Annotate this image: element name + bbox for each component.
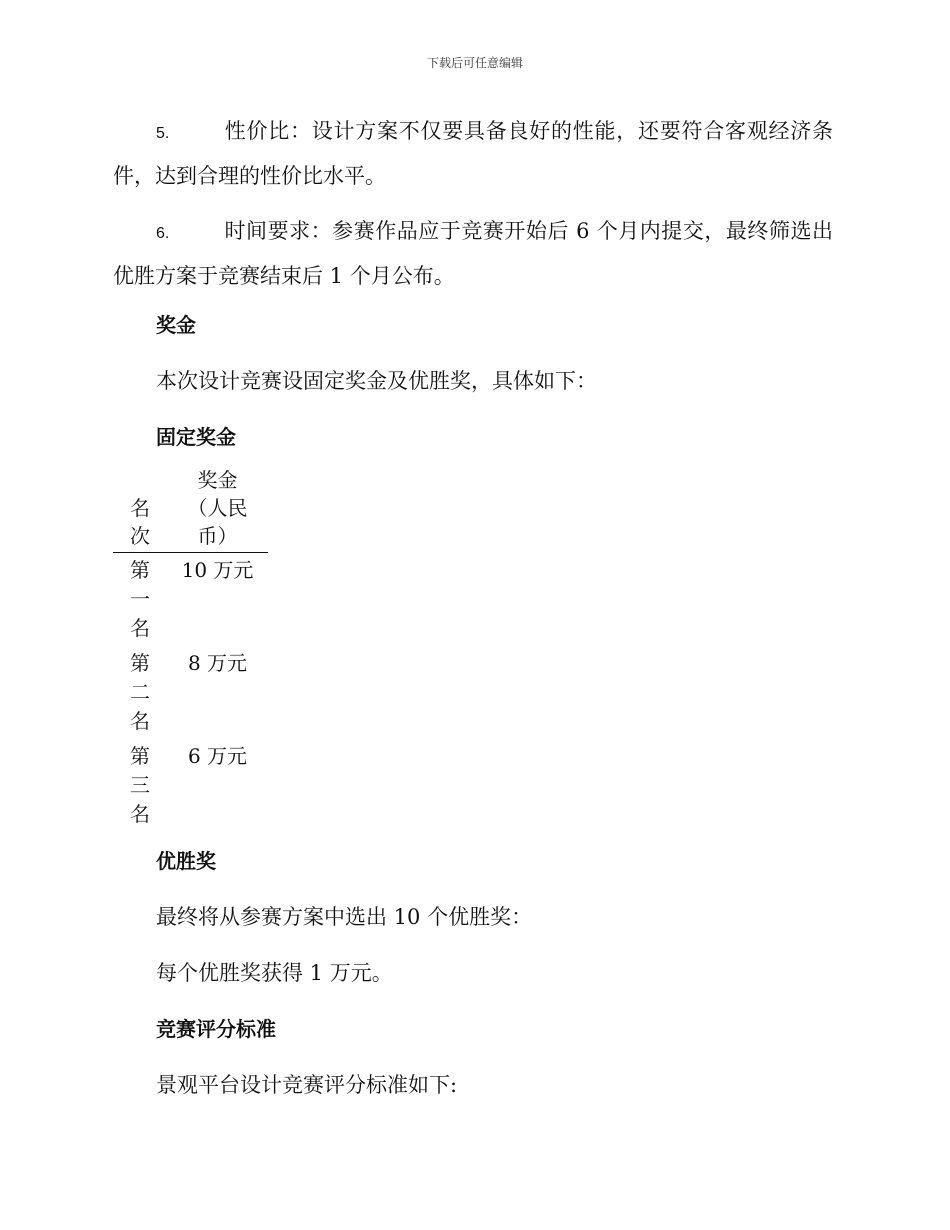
- table-row: [113, 739, 268, 832]
- list-number: 6.: [156, 225, 170, 242]
- document-body: [113, 110, 833, 1126]
- page-header: 下载后可任意编辑: [426, 56, 523, 70]
- table-cell-amount: 8 万元: [187, 651, 248, 675]
- table-cell-rank: 第三名: [130, 744, 150, 826]
- table-cell-rank: 第二名: [130, 651, 150, 733]
- list-item-5: [113, 110, 833, 198]
- section-heading-scoring: 竞赛评分标准: [156, 1017, 276, 1041]
- table-row: [113, 646, 268, 739]
- list-item-6: [113, 210, 833, 298]
- table-cell-amount: 6 万元: [187, 744, 248, 768]
- scoring-intro: 景观平台设计竞赛评分标准如下:: [156, 1073, 458, 1097]
- excellence-line-2: 每个优胜奖获得 1 万元。: [156, 961, 393, 985]
- section-heading-prize: 奖金: [156, 313, 196, 337]
- excellence-line-1: 最终将从参赛方案中选出 10 个优胜奖：: [156, 905, 533, 929]
- table-header-rank: 名次: [113, 466, 167, 553]
- table-header-amount: 奖金（人民币）: [167, 466, 268, 553]
- list-text: 性价比：设计方案不仅要具备良好的性能，还要符合客观经济条件，达到合理的性价比水平。: [113, 119, 833, 188]
- prize-intro: 本次设计竞赛设固定奖金及优胜奖，具体如下：: [156, 369, 597, 393]
- section-heading-excellence-prize: 优胜奖: [156, 849, 216, 873]
- section-heading-fixed-prize: 固定奖金: [156, 425, 236, 449]
- list-text: 时间要求：参赛作品应于竞赛开始后 6 个月内提交，最终筛选出优胜方案于竞赛结束后 1 个月公布。: [113, 219, 833, 288]
- table-header-row: [113, 466, 268, 553]
- table-cell-rank: 第一名: [130, 558, 150, 640]
- list-number: 5.: [156, 125, 170, 142]
- prize-table: [113, 466, 268, 832]
- table-row: [113, 553, 268, 647]
- table-cell-amount: 10 万元: [181, 558, 254, 582]
